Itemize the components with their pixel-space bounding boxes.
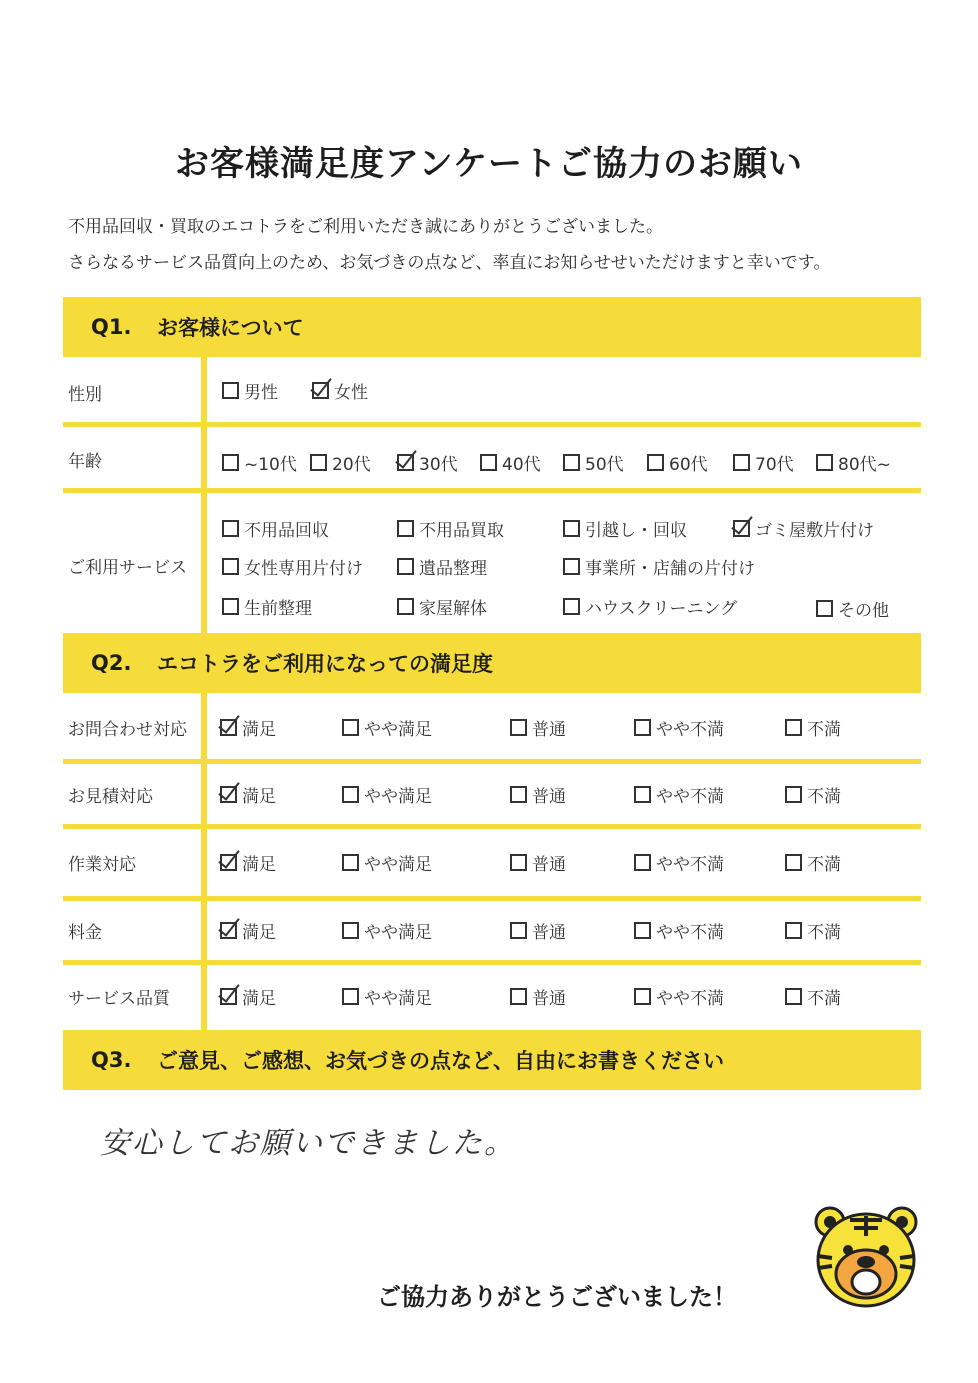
checkbox[interactable] — [397, 520, 414, 537]
checkbox[interactable] — [563, 598, 580, 615]
q2-row-divider — [63, 759, 921, 764]
page-title: お客様満足度アンケートご協力のお願い — [175, 144, 803, 184]
checkbox[interactable] — [310, 454, 327, 471]
option-label: 普通 — [532, 786, 566, 807]
age-option-6[interactable] — [733, 450, 794, 475]
option-label: 不満 — [807, 720, 841, 740]
checkbox[interactable] — [222, 558, 239, 575]
service-label: ご利用サービス — [68, 558, 187, 578]
checkbox[interactable] — [634, 988, 651, 1005]
q1-column-divider — [201, 357, 207, 633]
checkbox[interactable] — [785, 854, 802, 871]
checkbox[interactable] — [785, 786, 802, 803]
option-label: やや満足 — [364, 989, 432, 1009]
age-option-7[interactable] — [816, 450, 891, 475]
q2-heading: エコトラをご利用になっての満足度 — [157, 652, 493, 676]
q2-row-label: お問合わせ対応 — [68, 720, 187, 740]
q2-row-3-option-4[interactable] — [785, 918, 841, 943]
q2-row-0-option-2[interactable] — [510, 715, 566, 740]
q3-heading: ご意見、ご感想、お気づきの点など、自由にお書きください — [157, 1049, 724, 1073]
checkbox[interactable] — [510, 786, 527, 803]
q2-row-divider — [63, 896, 921, 901]
q2-row-divider — [63, 960, 921, 965]
q2-row-2-option-2[interactable] — [510, 850, 566, 875]
checkbox[interactable] — [510, 854, 527, 871]
q2-row-1-option-0[interactable] — [220, 782, 276, 807]
option-label: やや不満 — [656, 989, 724, 1009]
q3-answer-handwritten: 安心してお願いできました。 — [100, 1126, 516, 1161]
option-label: その他 — [838, 601, 889, 621]
q2-row-3-option-3[interactable] — [634, 918, 724, 943]
q2-row-3-option-2[interactable] — [510, 918, 566, 943]
checkbox[interactable] — [634, 854, 651, 871]
checkbox[interactable] — [222, 454, 239, 471]
checkbox[interactable] — [733, 520, 750, 537]
option-label: 普通 — [532, 923, 566, 943]
checkbox[interactable] — [785, 922, 802, 939]
checkbox[interactable] — [220, 719, 237, 736]
q2-row-1-option-2[interactable] — [510, 782, 566, 807]
option-label: 引越し・回収 — [585, 521, 687, 541]
checkbox[interactable] — [634, 922, 651, 939]
service-option-10[interactable] — [816, 596, 889, 621]
option-label: 家屋解体 — [419, 599, 487, 619]
q2-row-1-option-3[interactable] — [634, 782, 724, 807]
option-label: 40代 — [502, 455, 541, 475]
option-label: やや満足 — [364, 855, 432, 875]
service-option-6[interactable] — [563, 554, 755, 579]
option-label: 普通 — [532, 989, 566, 1009]
q2-row-0-option-1[interactable] — [342, 715, 432, 740]
q2-row-0-option-3[interactable] — [634, 715, 724, 740]
option-label: 遺品整理 — [419, 559, 487, 579]
age-label: 年齢 — [68, 452, 102, 472]
q2-row-3-option-0[interactable] — [220, 918, 276, 943]
option-label: やや満足 — [364, 720, 432, 740]
option-label: 満足 — [242, 720, 276, 740]
checkbox[interactable] — [510, 922, 527, 939]
q2-row-label: サービス品質 — [68, 989, 170, 1009]
checkbox[interactable] — [510, 719, 527, 736]
q3-header — [63, 1030, 921, 1090]
age-option-4[interactable] — [563, 450, 624, 475]
checkbox[interactable] — [220, 786, 237, 803]
q2-row-4-option-3[interactable] — [634, 984, 724, 1009]
option-label: 不満 — [807, 786, 841, 807]
service-option-4[interactable] — [222, 554, 363, 579]
option-label: 満足 — [242, 923, 276, 943]
service-option-5[interactable] — [397, 554, 487, 579]
checkbox[interactable] — [342, 854, 359, 871]
option-label: 男性 — [244, 383, 278, 403]
q2-row-4-option-1[interactable] — [342, 984, 432, 1009]
checkbox[interactable] — [220, 854, 237, 871]
q2-row-1-option-4[interactable] — [785, 782, 841, 807]
option-label: 生前整理 — [244, 599, 312, 619]
option-label: 80代~ — [838, 455, 891, 475]
option-label: 満足 — [242, 855, 276, 875]
option-label: 不満 — [807, 923, 841, 943]
option-label: 普通 — [532, 720, 566, 740]
q1-number: Q1. — [91, 315, 132, 339]
service-option-3[interactable] — [733, 516, 874, 541]
checkbox[interactable] — [634, 719, 651, 736]
q1-row-divider-1 — [63, 422, 921, 427]
service-option-9[interactable] — [563, 594, 737, 619]
option-label: 満足 — [242, 786, 276, 807]
q2-row-1-option-1[interactable] — [342, 782, 432, 807]
option-label: やや満足 — [364, 923, 432, 943]
q2-row-4-option-2[interactable] — [510, 984, 566, 1009]
q2-row-label: 作業対応 — [68, 855, 136, 875]
q1-header — [63, 297, 921, 357]
q3-number: Q3. — [91, 1048, 132, 1072]
option-label: 不満 — [807, 989, 841, 1009]
option-label: 30代 — [419, 455, 458, 475]
option-label: やや満足 — [364, 786, 432, 807]
gender-option-1[interactable] — [312, 378, 368, 403]
q2-column-divider — [201, 693, 207, 1030]
option-label: 不用品買取 — [419, 521, 504, 541]
thanks-message: ご協力ありがとうございました！ — [377, 1283, 737, 1311]
checkbox[interactable] — [222, 520, 239, 537]
checkbox[interactable] — [563, 454, 580, 471]
option-label: ハウスクリーニング — [585, 599, 738, 619]
checkbox[interactable] — [634, 786, 651, 803]
gender-option-0[interactable] — [222, 378, 278, 403]
option-label: 女性専用片付け — [244, 559, 363, 579]
q2-number: Q2. — [91, 651, 132, 675]
q2-row-2-option-3[interactable] — [634, 850, 724, 875]
q1-row-divider-2 — [63, 488, 921, 493]
checkbox[interactable] — [397, 598, 414, 615]
option-label: ゴミ屋敷片付け — [755, 521, 874, 541]
option-label: 不満 — [807, 855, 841, 875]
q2-row-2-option-4[interactable] — [785, 850, 841, 875]
q2-row-4-option-4[interactable] — [785, 984, 841, 1009]
q2-row-label: お見積対応 — [68, 786, 153, 807]
service-option-7[interactable] — [222, 594, 312, 619]
option-label: 60代 — [669, 455, 708, 475]
checkbox[interactable] — [397, 558, 414, 575]
q2-row-2-option-1[interactable] — [342, 850, 432, 875]
option-label: 20代 — [332, 455, 371, 475]
checkbox[interactable] — [510, 988, 527, 1005]
checkbox[interactable] — [816, 454, 833, 471]
option-label: 50代 — [585, 455, 624, 475]
q2-row-4-option-0[interactable] — [220, 984, 276, 1009]
checkbox[interactable] — [342, 719, 359, 736]
option-label: 普通 — [532, 855, 566, 875]
checkbox[interactable] — [222, 598, 239, 615]
intro-line-2: さらなるサービス品質向上のため、お気づきの点など、率直にお知らせせいただけますと幸いです。 — [68, 253, 831, 273]
checkbox[interactable] — [785, 719, 802, 736]
option-label: やや不満 — [656, 786, 724, 807]
checkbox[interactable] — [785, 988, 802, 1005]
checkbox[interactable] — [563, 520, 580, 537]
option-label: 70代 — [755, 455, 794, 475]
checkbox[interactable] — [480, 454, 497, 471]
checkbox[interactable] — [220, 988, 237, 1005]
tiger-mascot-icon — [810, 1200, 922, 1312]
option-label: やや不満 — [656, 720, 724, 740]
q1-heading: お客様について — [157, 316, 304, 340]
checkbox[interactable] — [816, 600, 833, 617]
age-option-0[interactable] — [222, 450, 297, 475]
q2-row-3-option-1[interactable] — [342, 918, 432, 943]
checkbox[interactable] — [222, 382, 239, 399]
checkbox[interactable] — [312, 382, 329, 399]
service-option-0[interactable] — [222, 516, 329, 541]
option-label: 女性 — [334, 383, 368, 403]
gender-label: 性別 — [68, 385, 102, 405]
q2-row-label: 料金 — [68, 923, 102, 943]
q2-row-divider — [63, 824, 921, 829]
service-option-8[interactable] — [397, 594, 487, 619]
service-option-2[interactable] — [563, 516, 687, 541]
checkbox[interactable] — [342, 988, 359, 1005]
q2-header — [63, 633, 921, 693]
option-label: ~10代 — [244, 455, 297, 475]
option-label: やや不満 — [656, 923, 724, 943]
option-label: 事業所・店舗の片付け — [585, 559, 755, 579]
checkbox[interactable] — [220, 922, 237, 939]
service-option-1[interactable] — [397, 516, 504, 541]
age-option-5[interactable] — [647, 450, 708, 475]
checkbox[interactable] — [397, 454, 414, 471]
age-option-2[interactable] — [397, 450, 458, 475]
option-label: 不用品回収 — [244, 521, 329, 541]
q2-row-2-option-0[interactable] — [220, 850, 276, 875]
checkbox[interactable] — [342, 922, 359, 939]
age-option-1[interactable] — [310, 450, 371, 475]
checkbox[interactable] — [647, 454, 664, 471]
checkbox[interactable] — [342, 786, 359, 803]
option-label: やや不満 — [656, 855, 724, 875]
intro-line-1: 不用品回収・買取のエコトラをご利用いただき誠にありがとうございました。 — [68, 217, 663, 237]
checkbox[interactable] — [563, 558, 580, 575]
option-label: 満足 — [242, 989, 276, 1009]
q2-row-0-option-4[interactable] — [785, 715, 841, 740]
age-option-3[interactable] — [480, 450, 541, 475]
checkbox[interactable] — [733, 454, 750, 471]
q2-row-0-option-0[interactable] — [220, 715, 276, 740]
